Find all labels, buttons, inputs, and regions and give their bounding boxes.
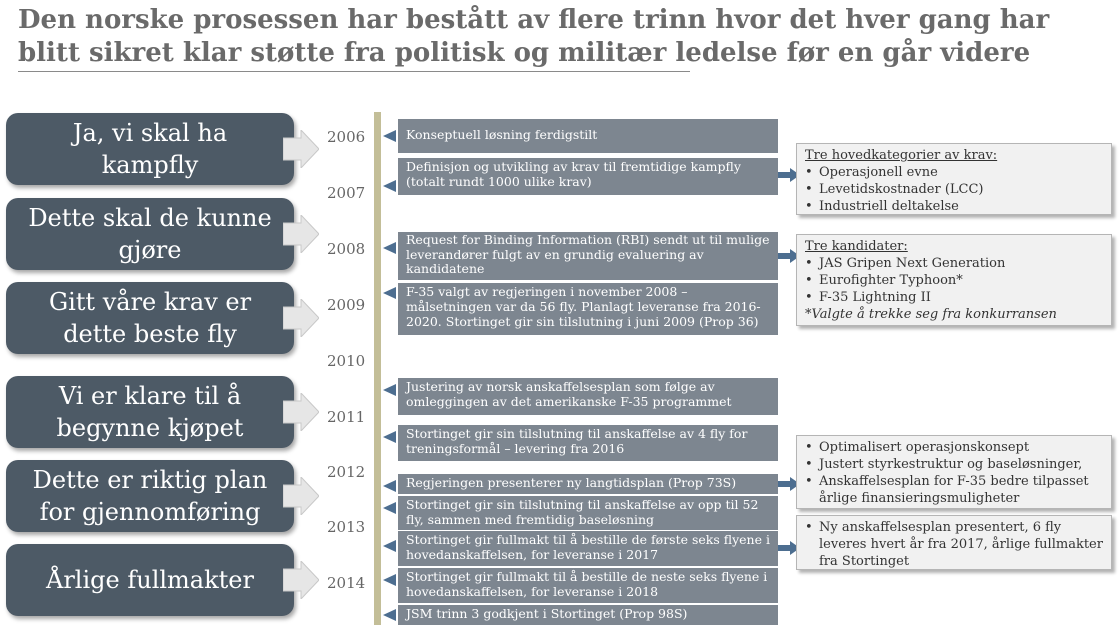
timeline-marker-icon — [383, 609, 396, 621]
timeline-event: Justering av norsk anskaffelsesplan som følge av omleggingen av det amerikanske F-35 programmet — [398, 378, 778, 415]
timeline-event: F-35 valgt av regjeringen i november 2008 – målsetningen var da 56 fly. Planlagt leveranse fra 2016-2020. Stortinget gir sin tilslutning i juni 2009 (Prop 36) — [398, 283, 778, 335]
phase-line: begynne kjøpet — [56, 414, 244, 442]
timeline-marker-icon — [383, 480, 396, 492]
title-divider — [18, 71, 690, 72]
phase-line: Dette skal de kunne — [28, 204, 272, 232]
list-item: • Operasjonell evne — [805, 164, 1103, 181]
side-box-kandidater — [796, 234, 1112, 326]
timeline-marker-icon — [383, 384, 396, 396]
timeline-event: Stortinget gir fullmakt til å bestille de neste seks flyene i hovedanskaffelsen, for leveranse i 2018 — [398, 568, 778, 603]
side-box-heading: Tre hovedkategorier av krav: — [805, 148, 998, 163]
list-item: • Industriell deltakelse — [805, 198, 1103, 215]
phase-line: Dette er riktig plan — [32, 466, 268, 494]
page-title: Den norske prosessen har bestått av flere trinn hvor det hver gang har blitt sikret klar støtte fra politisk og militær ledelse før en går videre — [18, 5, 1050, 68]
phase-line: Vi er klare til å — [58, 382, 242, 410]
side-box-plan — [796, 435, 1112, 509]
chevron-right-icon — [283, 393, 319, 431]
phase-box-6 — [6, 544, 294, 616]
year-label: 2006 — [327, 128, 366, 146]
timeline-event: Konseptuell løsning ferdigstilt — [398, 119, 778, 153]
phase-box-1 — [6, 113, 294, 185]
phase-box-2 — [6, 198, 294, 270]
timeline-marker-icon — [383, 130, 396, 142]
timeline-event: Definisjon og utvikling av krav til fremtidige kampfly (totalt rundt 1000 ulike krav) — [398, 158, 778, 195]
year-label: 2008 — [327, 240, 366, 258]
chevron-right-icon — [283, 561, 319, 599]
list-item: • Justert styrkestruktur og baseløsninger, — [805, 456, 1103, 473]
chevron-right-icon — [283, 299, 319, 337]
footnote: *Valgte å trekke seg fra konkurransen — [805, 307, 1057, 322]
list-item: • JAS Gripen Next Generation — [805, 255, 1103, 272]
timeline-event: Request for Binding Information (RBI) sendt ut til mulige leverandører fulgt av en grundig evaluering av kandidatene — [398, 232, 778, 280]
year-label: 2013 — [327, 518, 366, 536]
phase-line: kampfly — [101, 151, 199, 179]
year-label: 2009 — [327, 296, 366, 314]
phase-line: Gitt våre krav er — [48, 288, 252, 316]
timeline-bar — [374, 112, 381, 625]
phase-line: for gjennomføring — [39, 498, 261, 526]
timeline-marker-icon — [383, 431, 396, 443]
phase-line: Årlige fullmakter — [46, 566, 254, 594]
side-box-ny-plan — [796, 515, 1112, 570]
timeline-event: Stortinget gir sin tilslutning til anskaffelse av 4 fly for treningsformål – levering fra 2016 — [398, 425, 778, 461]
list-item: • Optimalisert operasjonskonsept — [805, 439, 1103, 456]
side-box-heading: Tre kandidater: — [805, 239, 908, 254]
list-item: • Eurofighter Typhoon* — [805, 272, 1103, 289]
timeline-event: Stortinget gir sin tilslutning til anskaffelse av opp til 52 fly, sammen med fremtidig baseløsning — [398, 496, 778, 530]
phase-line: dette beste fly — [63, 320, 237, 348]
phase-box-4 — [6, 376, 294, 448]
list-item: • Levetidskostnader (LCC) — [805, 181, 1103, 198]
list-item: • Ny anskaffelsesplan presentert, 6 fly leveres hvert år fra 2017, årlige fullmakter fra Stortinget — [805, 519, 1103, 570]
year-label: 2007 — [327, 184, 366, 202]
year-label: 2011 — [327, 408, 366, 426]
chevron-right-icon — [283, 130, 319, 168]
year-label: 2012 — [327, 463, 366, 481]
phase-box-3 — [6, 282, 294, 354]
list-item: • Anskaffelsesplan for F-35 bedre tilpasset årlige finansieringsmuligheter — [805, 473, 1103, 507]
phase-line: Ja, vi skal ha — [72, 119, 228, 147]
phase-box-5 — [6, 460, 294, 532]
side-box-krav — [796, 143, 1112, 215]
timeline-event: Stortinget gir fullmakt til å bestille de første seks flyene i hovedanskaffelsen, for leveranse i 2017 — [398, 531, 778, 566]
chevron-right-icon — [283, 215, 319, 253]
timeline-marker-icon — [383, 180, 396, 192]
timeline-marker-icon — [383, 540, 396, 552]
list-item: • F-35 Lightning II — [805, 289, 1103, 306]
timeline-event: JSM trinn 3 godkjent i Stortinget (Prop 98S) — [398, 605, 778, 625]
timeline-marker-icon — [383, 574, 396, 586]
phase-line: gjøre — [118, 236, 182, 264]
timeline-marker-icon — [383, 502, 396, 514]
year-label: 2010 — [327, 352, 366, 370]
timeline-marker-icon — [383, 242, 396, 254]
chevron-right-icon — [283, 477, 319, 515]
timeline-event: Regjeringen presenterer ny langtidsplan (Prop 73S) — [398, 474, 778, 494]
year-label: 2014 — [327, 574, 366, 592]
timeline-marker-icon — [383, 287, 396, 299]
